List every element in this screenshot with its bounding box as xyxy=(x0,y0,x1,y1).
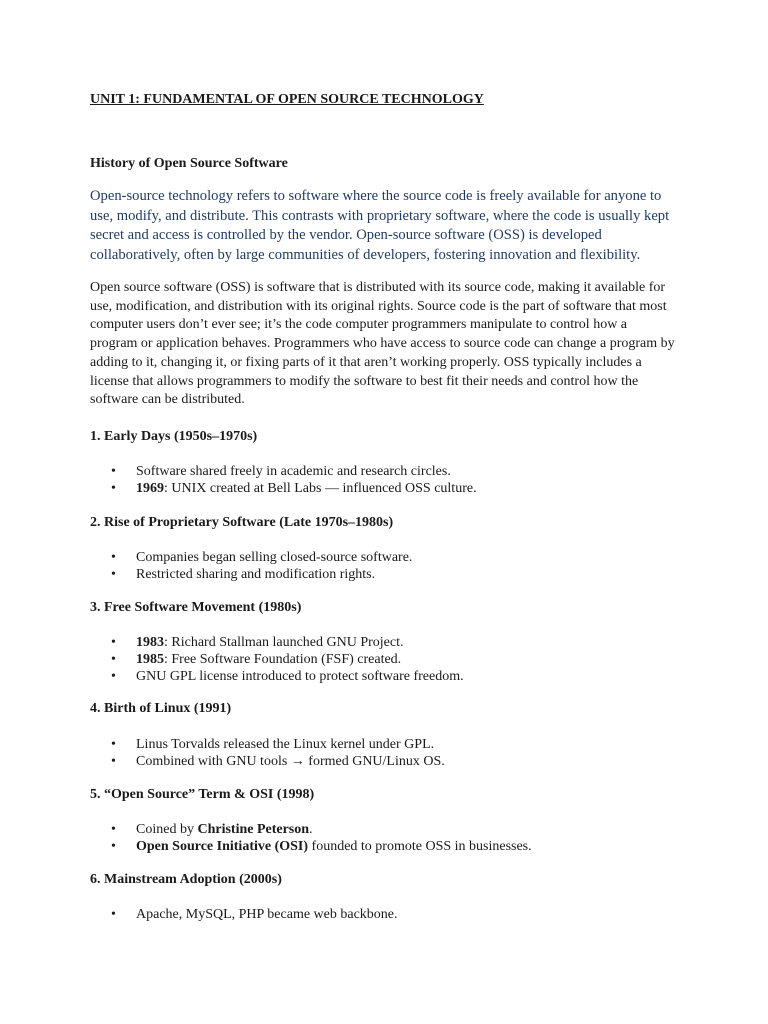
list-item-text: : Free Software Foundation (FSF) created. xyxy=(164,652,402,667)
section-list-mainstream xyxy=(90,906,398,923)
section-heading-proprietary: 2. Rise of Proprietary Software (Late 1970s–1980s) xyxy=(90,515,394,530)
bullet-icon: • xyxy=(111,481,116,496)
list-item xyxy=(90,549,412,566)
bullet-icon: • xyxy=(111,822,116,837)
list-item-text: GNU GPL license introduced to protect software freedom. xyxy=(136,669,464,684)
section-list-early-days xyxy=(90,463,477,497)
list-item-bold: Open Source Initiative (OSI) xyxy=(136,839,309,854)
list-item-bold: 1983 xyxy=(136,635,164,650)
list-item-text: Companies began selling closed-source software. xyxy=(136,550,413,565)
bullet-icon: • xyxy=(111,567,116,582)
list-item-text: Software shared freely in academic and research circles. xyxy=(136,464,451,479)
list-item-text: : UNIX created at Bell Labs — influenced OSS culture. xyxy=(164,481,477,496)
list-item-text: Apache, MySQL, PHP became web backbone. xyxy=(136,907,398,922)
list-item xyxy=(90,736,445,753)
section-heading-mainstream: 6. Mainstream Adoption (2000s) xyxy=(90,872,282,887)
section-list-linux xyxy=(90,736,445,770)
list-item xyxy=(90,668,464,685)
bullet-icon: • xyxy=(111,550,116,565)
bullet-icon: • xyxy=(111,464,116,479)
bullet-icon: • xyxy=(111,907,116,922)
list-item-bold: 1969 xyxy=(136,481,164,496)
list-item xyxy=(90,480,477,497)
section-heading-free-software: 3. Free Software Movement (1980s) xyxy=(90,600,302,615)
bullet-icon: • xyxy=(111,669,116,684)
intro-paragraph: Open-source technology refers to software where the source code is freely available for anyone to use, modify, and distribute. This contrasts with proprietary software, where the code is usually kept secret and access is controlled by the vendor. Open-source software (OSS) is developed collaboratively, often by large communities of developers, fostering innovation and flexibility. xyxy=(90,188,670,263)
history-heading: History of Open Source Software xyxy=(90,156,288,171)
list-item xyxy=(90,634,464,651)
list-item xyxy=(90,463,477,480)
bullet-icon: • xyxy=(111,754,116,769)
bullet-icon: • xyxy=(111,652,116,667)
section-heading-linux: 4. Birth of Linux (1991) xyxy=(90,701,232,716)
body-paragraph: Open source software (OSS) is software that is distributed with its source code, making it available for use, modification, and distribution with its original rights. Source code is the part of software that most computer users don’t ever see; it’s the code computer programmers manipulate to control how a program or application behaves. Programmers who have access to source code can change a program by adding to it, changing it, or fixing parts of it that aren’t working properly. OSS typically includes a license that allows programmers to modify the software to best fit their needs and control how the software can be distributed. xyxy=(90,280,675,408)
list-item xyxy=(90,821,532,838)
list-item-text: Combined with GNU tools → formed GNU/Linux OS. xyxy=(136,754,445,769)
list-item xyxy=(90,838,532,855)
list-item-text: Coined by xyxy=(136,822,198,837)
list-item-text: Restricted sharing and modification rights. xyxy=(136,567,376,582)
list-item-text: founded to promote OSS in businesses. xyxy=(308,839,532,854)
section-list-open-source-term xyxy=(90,821,532,855)
bullet-icon: • xyxy=(111,737,116,752)
list-item-text: Linus Torvalds released the Linux kernel under GPL. xyxy=(136,737,435,752)
list-item-bold: Christine Peterson xyxy=(197,822,310,837)
section-list-proprietary xyxy=(90,549,412,583)
list-item-bold: 1985 xyxy=(136,652,164,667)
unit-title: UNIT 1: FUNDAMENTAL OF OPEN SOURCE TECHNOLOGY xyxy=(90,92,484,107)
list-item xyxy=(90,566,412,583)
bullet-icon: • xyxy=(111,839,116,854)
section-heading-open-source-term: 5. “Open Source” Term & OSI (1998) xyxy=(90,787,315,802)
list-item xyxy=(90,753,445,770)
list-item xyxy=(90,651,464,668)
section-list-free-software xyxy=(90,634,464,685)
section-heading-early-days: 1. Early Days (1950s–1970s) xyxy=(90,429,258,444)
list-item xyxy=(90,906,398,923)
list-item-tail: . xyxy=(309,822,313,837)
list-item-text: : Richard Stallman launched GNU Project. xyxy=(164,635,404,650)
bullet-icon: • xyxy=(111,635,116,650)
